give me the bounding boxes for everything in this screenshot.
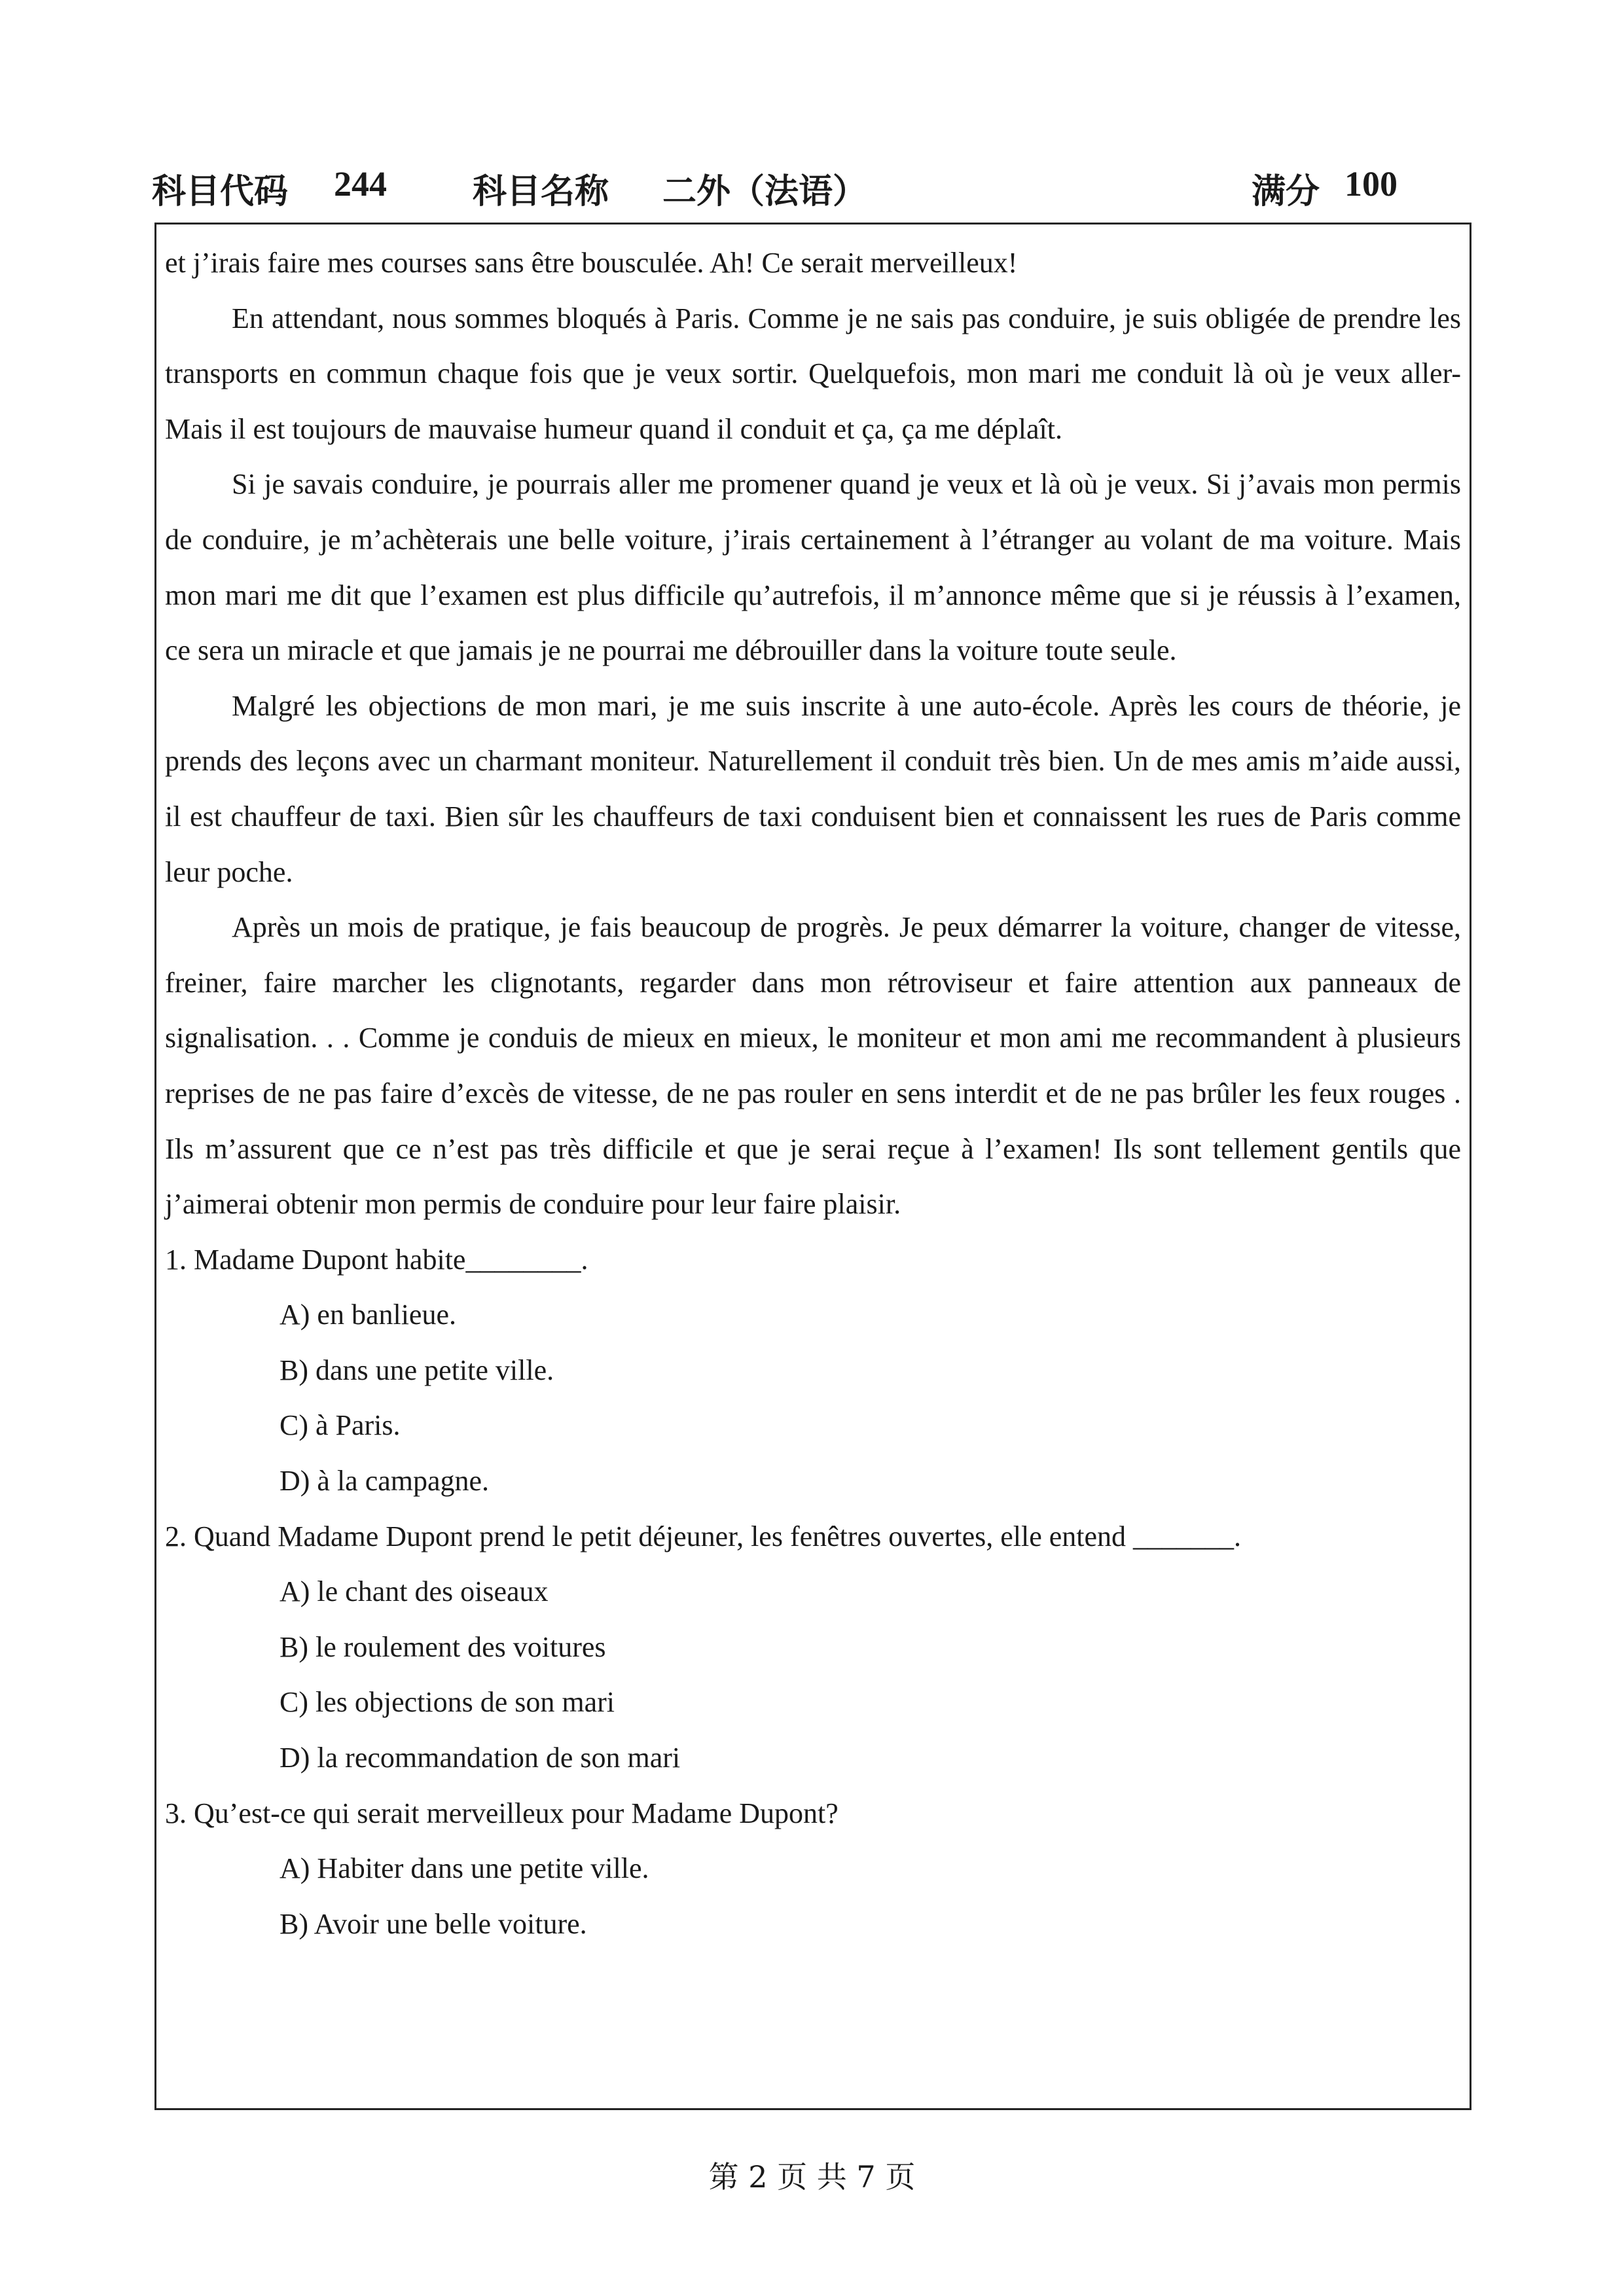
- exam-header: [152, 152, 1402, 224]
- full-score-value: 100: [1344, 164, 1398, 204]
- answer-option: D) la recommandation de son mari: [280, 1742, 681, 1774]
- question-2: [165, 1509, 1461, 1786]
- answer-option: A) le chant des oiseaux: [280, 1575, 549, 1608]
- answer-option: C) les objections de son mari: [280, 1686, 615, 1719]
- answer-option: C) à Paris.: [280, 1409, 401, 1442]
- question-stem: 2. Quand Madame Dupont prend le petit déjeuner, les fenêtres ouvertes, elle entend _______.: [165, 1520, 1242, 1552]
- subject-code-value: 244: [334, 164, 387, 204]
- answer-option: A) Habiter dans une petite ville.: [280, 1852, 649, 1885]
- passage-paragraph: En attendant, nous sommes bloqués à Paris. Comme je ne sais pas conduire, je suis obligée de prendre les transports en commun chaque fois que je veux sortir. Quelquefois, mon mari me conduit là où je veux aller- Mais il est toujours de mauvaise humeur quand il conduit et ça, ça me déplaît.: [165, 302, 1461, 445]
- passage-paragraph: Après un mois de pratique, je fais beaucoup de progrès. Je peux démarrer la voiture, changer de vitesse, freiner, faire marcher les clignotants, regarder dans mon rétroviseur et faire attention aux panneaux de signalisation. . . Comme je conduis de mieux en mieux, le moniteur et mon ami me recommandent à plusieurs reprises de ne pas faire d’excès de vitesse, de ne pas rouler en sens interdit et de ne pas brûler les feux rouges . Ils m’assurent que ce n’est pas très difficile et que je serai reçue à l’examen! Ils sont tellement gentils que j’aimerai obtenir mon permis de conduire pour leur faire plaisir.: [165, 911, 1461, 1221]
- subject-name-label: 科目名称: [473, 172, 609, 211]
- question-stem: 1. Madame Dupont habite________.: [165, 1243, 588, 1276]
- passage-paragraph: Si je savais conduire, je pourrais aller me promener quand je veux et là où je veux. Si j’avais mon permis de conduire, je m’achèterais une belle voiture, j’irais certainement à l’étranger au volant de ma voiture. Mais mon mari me dit que l’examen est plus difficile qu’autrefois, il m’annonce même que si je réussis à l’examen, ce sera un miracle et que jamais je ne pourrai me débrouiller dans la voiture toute seule.: [165, 468, 1461, 667]
- answer-option: B) dans une petite ville.: [280, 1354, 554, 1386]
- passage-paragraph: et j’irais faire mes courses sans être bousculée. Ah! Ce serait merveilleux!: [165, 247, 1018, 279]
- answer-option: D) à la campagne.: [280, 1465, 490, 1498]
- exam-content: [165, 236, 1461, 1952]
- passage-paragraph: Malgré les objections de mon mari, je me suis inscrite à une auto-école. Après les cours de théorie, je prends des leçons avec un charmant moniteur. Naturellement il conduit très bien. Un de mes amis m’aide aussi, il est chauffeur de taxi. Bien sûr les chauffeurs de taxi conduisent bien et connaissent les rues de Paris comme leur poche.: [165, 689, 1461, 888]
- question-stem: 3. Qu’est-ce qui serait merveilleux pour Madame Dupont?: [165, 1797, 839, 1829]
- answer-option: B) le roulement des voitures: [280, 1630, 606, 1663]
- subject-code-label: 科目代码: [152, 172, 289, 211]
- full-score-label: 满分: [1252, 172, 1320, 211]
- question-1: [165, 1232, 1461, 1509]
- subject-name-value: 二外（法语）: [662, 172, 867, 211]
- question-3: [165, 1786, 1461, 1952]
- answer-option: B) Avoir une belle voiture.: [280, 1907, 587, 1940]
- answer-option: A) en banlieue.: [280, 1299, 456, 1331]
- page-number: 第 2 页 共 7 页: [708, 2159, 916, 2195]
